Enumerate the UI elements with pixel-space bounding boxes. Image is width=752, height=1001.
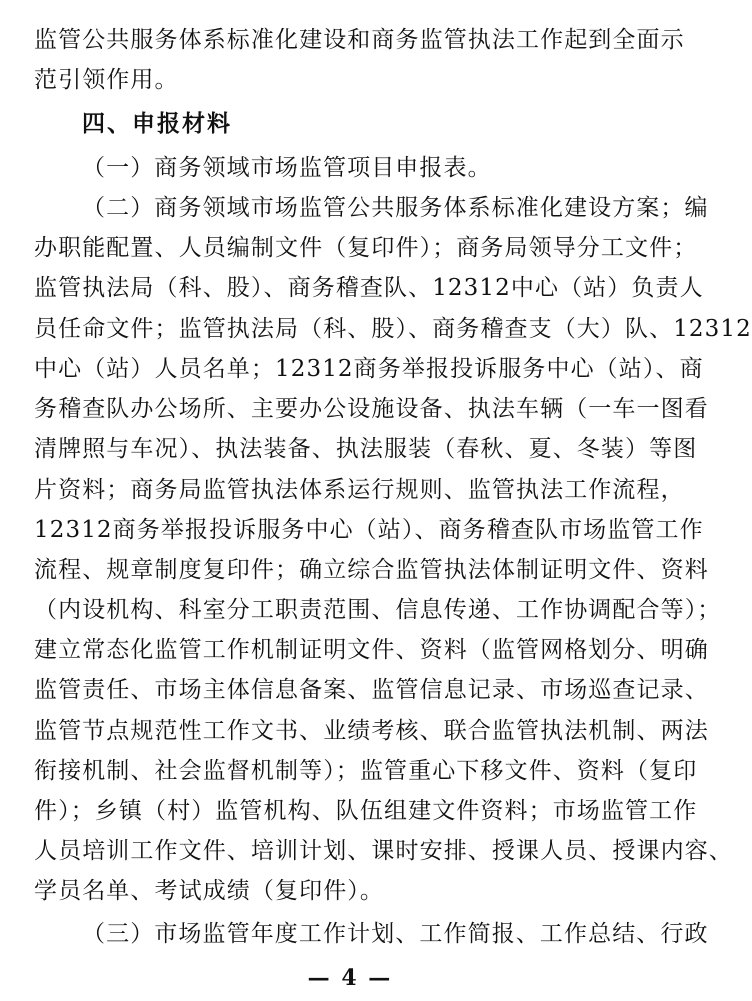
text-line-11: 片资料；商务局监管执法体系运行规则、监管执法工作流程， — [34, 477, 685, 503]
text-line-6: 监管执法局（科、股）、商务稽查队、12312中心（站）负责人 — [34, 275, 704, 301]
text-line-13: 流程、规章制度复印件；确立综合监管执法体制证明文件、资料 — [34, 557, 709, 583]
text-line-4: （二）商务领域市场监管公共服务体系标准化建设方案；编 — [82, 195, 709, 221]
text-line-16: 监管责任、市场主体信息备案、监管信息记录、市场巡查记录、 — [34, 677, 709, 703]
text-line-15: 建立常态化监管工作机制证明文件、资料（监管网格划分、明确 — [34, 637, 709, 663]
section-heading: 四、申报材料 — [82, 110, 232, 137]
text-line-9: 务稽查队办公场所、主要办公设施设备、执法车辆（一车一图看 — [34, 396, 709, 422]
page-number: — 4 — — [307, 965, 393, 991]
text-line-14: （内设机构、科室分工职责范围、信息传递、工作协调配合等）； — [34, 597, 722, 623]
text-line-1: 监管公共服务体系标准化建设和商务监管执法工作起到全面示 — [34, 27, 685, 53]
text-line-5: 办职能配置、人员编制文件（复印件）；商务局领导分工文件； — [34, 235, 698, 261]
text-line-2: 范引领作用。 — [34, 67, 179, 93]
text-line-8: 中心（站）人员名单；12312商务举报投诉服务中心（站）、商 — [34, 356, 704, 382]
text-line-18: 衔接机制、社会监督机制等）；监管重心下移文件、资料（复印 — [34, 758, 698, 784]
text-line-10: 清牌照与车况）、执法装备、执法服装（春秋、夏、冬装）等图 — [34, 436, 698, 462]
text-line-21: 学员名单、考试成绩（复印件）。 — [34, 878, 384, 904]
text-line-19: 件）；乡镇（村）监管机构、队伍组建文件资料；市场监管工作 — [34, 798, 698, 824]
text-line-20: 人员培训工作文件、培训计划、课时安排、授课人员、授课内容、 — [34, 838, 733, 864]
text-line-17: 监管节点规范性工作文书、业绩考核、联合监管执法机制、两法 — [34, 718, 709, 744]
text-line-3: （一）商务领域市场监管项目申报表。 — [82, 155, 492, 181]
text-line-7: 员任命文件；监管执法局（科、股）、商务稽查支（大）队、12312 — [34, 316, 752, 342]
text-line-22: （三）市场监管年度工作计划、工作简报、工作总结、行政 — [82, 921, 709, 947]
text-line-12: 12312商务举报投诉服务中心（站）、商务稽查队市场监管工作 — [34, 517, 704, 543]
